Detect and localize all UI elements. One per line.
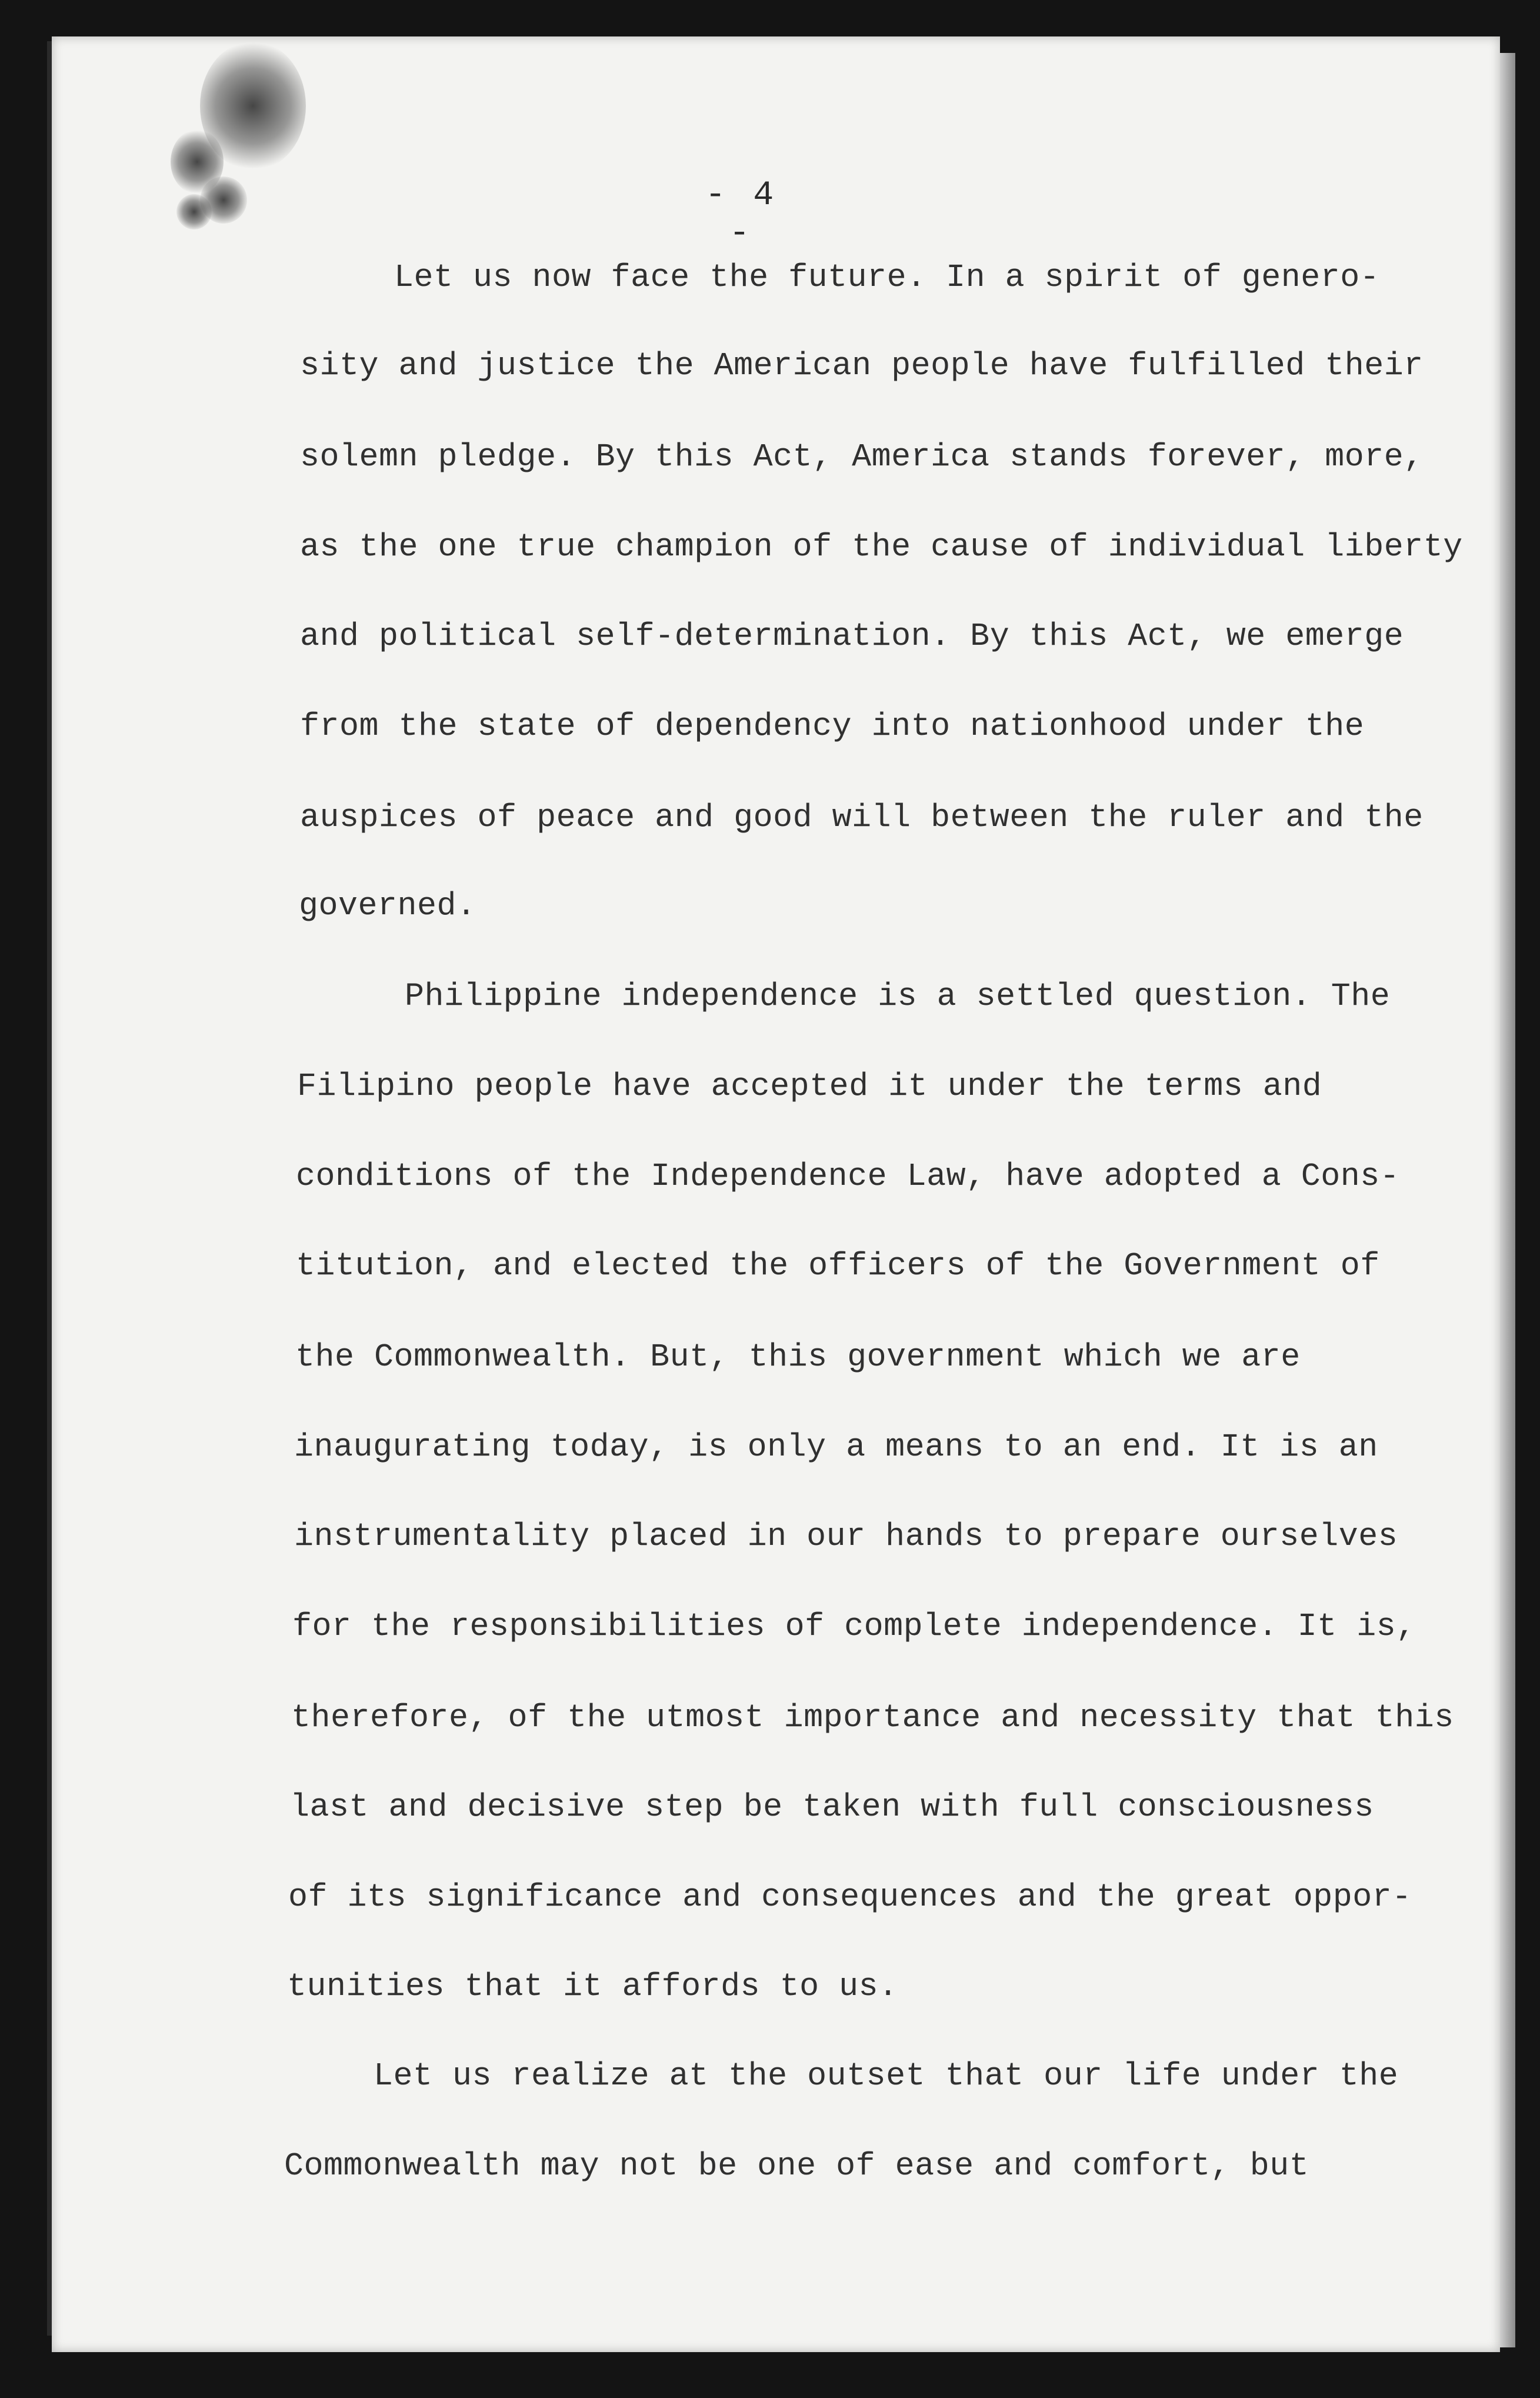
- text-line: Filipino people have accepted it under the terms and: [297, 1068, 1322, 1105]
- text-line: inaugurating today, is only a means to an end. It is an: [294, 1428, 1378, 1466]
- text-line: auspices of peace and good will between the ruler and the: [300, 799, 1424, 836]
- text-line: from the state of dependency into nationhood under the: [300, 708, 1365, 745]
- text-line: titution, and elected the officers of the Government of: [296, 1247, 1380, 1284]
- text-line: Let us realize at the outset that our life under the: [374, 2057, 1399, 2094]
- text-line: therefore, of the utmost importance and necessity that this: [291, 1699, 1454, 1736]
- text-line: last and decisive step be taken with full consciousness: [290, 1788, 1374, 1826]
- text-line: conditions of the Independence Law, have adopted a Cons-: [296, 1158, 1400, 1195]
- ink-smudge: [176, 194, 212, 229]
- text-line: Philippine independence is a settled question. The: [405, 978, 1391, 1015]
- text-line: and political self-determination. By this Act, we emerge: [300, 618, 1404, 655]
- text-line: for the responsibilities of complete independence. It is,: [292, 1608, 1416, 1645]
- text-line: of its significance and consequences and the great oppor-: [288, 1879, 1412, 1916]
- text-line: solemn pledge. By this Act, America stands forever, more,: [300, 438, 1424, 475]
- text-line: Let us now face the future. In a spirit of genero-: [394, 259, 1380, 296]
- text-line: as the one true champion of the cause of individual liberty: [300, 528, 1463, 565]
- page-number: - 4 -: [705, 176, 778, 253]
- text-line: instrumentality placed in our hands to prepare ourselves: [294, 1518, 1398, 1555]
- text-line: governed.: [299, 887, 476, 924]
- text-line: Commonwealth may not be one of ease and comfort, but: [284, 2147, 1309, 2184]
- text-line: sity and justice the American people have fulfilled their: [300, 347, 1424, 384]
- text-line: the Commonwealth. But, this government which we are: [295, 1338, 1301, 1375]
- paper-right-edge: [1500, 53, 1515, 2347]
- text-line: tunities that it affords to us.: [287, 1968, 898, 2005]
